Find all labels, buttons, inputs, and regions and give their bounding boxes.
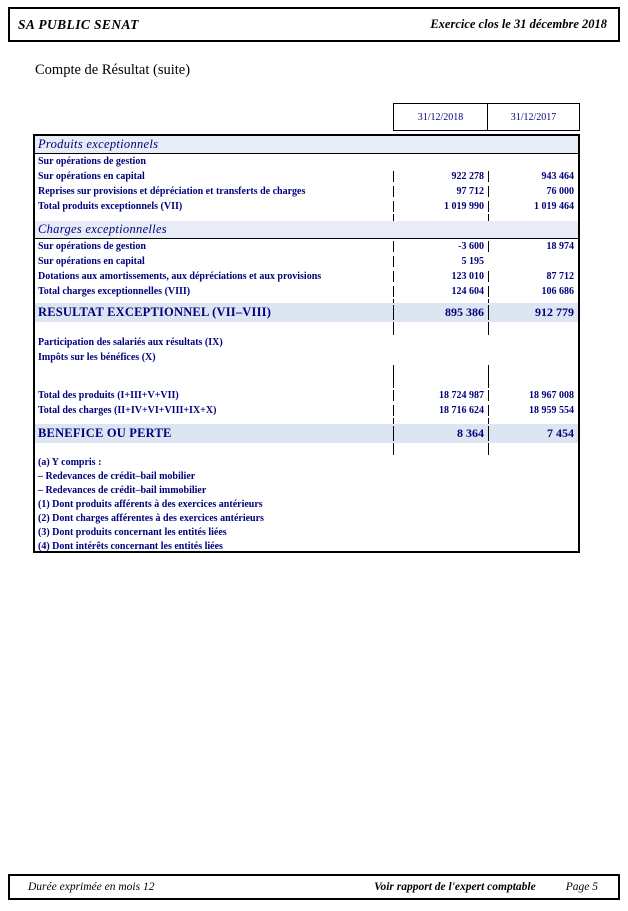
row-label: – Redevances de crédit–bail mobilier bbox=[38, 470, 196, 482]
value-2017 bbox=[488, 365, 578, 388]
row-label: Sur opérations en capital bbox=[38, 256, 145, 267]
section-header-row bbox=[35, 136, 578, 154]
table-row bbox=[35, 239, 578, 254]
table-row bbox=[35, 269, 578, 284]
total-row bbox=[35, 303, 578, 322]
table-row bbox=[35, 154, 578, 169]
value-2018: 18 716 624 bbox=[393, 405, 488, 416]
table-row bbox=[35, 539, 578, 553]
row-label: – Redevances de crédit–bail immobilier bbox=[38, 484, 207, 496]
page-title: Compte de Résultat (suite) bbox=[35, 62, 191, 78]
row-label: (a) Y compris : bbox=[38, 456, 102, 468]
value-2018: 123 010 bbox=[393, 271, 488, 282]
value-2018: 18 724 987 bbox=[393, 390, 488, 401]
table-row bbox=[35, 254, 578, 269]
row-label: Produits exceptionnels bbox=[38, 137, 159, 151]
value-2017: 7 454 bbox=[488, 426, 578, 441]
footer-report-note: Voir rapport de l'expert comptable bbox=[374, 881, 536, 893]
row-label: Total des produits (I+III+V+VII) bbox=[38, 390, 179, 401]
value-2018 bbox=[393, 443, 488, 455]
row-label: Impôts sur les bénéfices (X) bbox=[38, 352, 156, 363]
value-2017: 87 712 bbox=[488, 271, 578, 282]
value-2017 bbox=[488, 214, 578, 221]
table-row bbox=[35, 511, 578, 525]
row-label: (3) Dont produits concernant les entités liées bbox=[38, 526, 227, 538]
table-row bbox=[35, 483, 578, 497]
row-label: Sur opérations de gestion bbox=[38, 156, 146, 167]
value-2018 bbox=[393, 214, 488, 221]
page-footer bbox=[8, 874, 620, 900]
table-row bbox=[35, 497, 578, 511]
row-label bbox=[35, 443, 393, 455]
value-2017: 76 000 bbox=[488, 186, 578, 197]
spacer-row bbox=[35, 443, 578, 455]
section-header-row bbox=[35, 221, 578, 239]
value-2018: 124 604 bbox=[393, 286, 488, 297]
row-label: RESULTAT EXCEPTIONNEL (VII–VIII) bbox=[38, 305, 272, 319]
spacer-row bbox=[35, 214, 578, 221]
exercise-close-date: Exercice clos le 31 décembre 2018 bbox=[430, 17, 607, 31]
value-2018: 97 712 bbox=[393, 186, 488, 197]
table-row bbox=[35, 388, 578, 403]
row-label: Total produits exceptionnels (VII) bbox=[38, 201, 183, 212]
table-row bbox=[35, 350, 578, 365]
value-2017 bbox=[488, 322, 578, 335]
table-row bbox=[35, 184, 578, 199]
row-label bbox=[35, 365, 393, 388]
total-row bbox=[35, 424, 578, 443]
row-label: Charges exceptionnelles bbox=[38, 222, 167, 236]
row-label bbox=[35, 214, 393, 221]
table-row bbox=[35, 169, 578, 184]
spacer-row bbox=[35, 365, 578, 388]
column-header-2017: 31/12/2017 bbox=[510, 111, 557, 123]
table-column-headers bbox=[393, 103, 580, 131]
table-row bbox=[35, 469, 578, 483]
value-2018 bbox=[393, 322, 488, 335]
row-label: Reprises sur provisions et dépréciation et transferts de charges bbox=[38, 186, 306, 197]
row-label: Sur opérations de gestion bbox=[38, 241, 146, 252]
value-2018 bbox=[393, 365, 488, 388]
value-2018: 922 278 bbox=[393, 171, 488, 182]
row-label bbox=[35, 322, 393, 335]
table-row bbox=[35, 525, 578, 539]
row-label: BENEFICE OU PERTE bbox=[38, 426, 172, 440]
table-row bbox=[35, 335, 578, 350]
table-row bbox=[35, 199, 578, 214]
table-row bbox=[35, 284, 578, 299]
row-label: Total des charges (II+IV+VI+VIII+IX+X) bbox=[38, 405, 217, 416]
value-2017: 18 974 bbox=[488, 241, 578, 252]
table-row bbox=[35, 455, 578, 469]
value-2017 bbox=[488, 443, 578, 455]
value-2017: 18 959 554 bbox=[488, 405, 578, 416]
value-2018: -3 600 bbox=[393, 241, 488, 252]
company-name: SA PUBLIC SENAT bbox=[18, 16, 139, 32]
value-2017: 106 686 bbox=[488, 286, 578, 297]
row-label: (1) Dont produits afférents à des exercices antérieurs bbox=[38, 498, 263, 510]
table-row bbox=[35, 403, 578, 418]
column-header-2018: 31/12/2018 bbox=[394, 104, 488, 130]
row-label: Total charges exceptionnelles (VIII) bbox=[38, 286, 191, 297]
page-header bbox=[8, 7, 620, 42]
value-2018: 5 195 bbox=[393, 256, 488, 267]
income-statement-table bbox=[33, 134, 580, 553]
row-label: Sur opérations en capital bbox=[38, 171, 145, 182]
value-2017: 18 967 008 bbox=[488, 390, 578, 401]
value-2017: 912 779 bbox=[488, 305, 578, 320]
footer-duration: Durée exprimée en mois 12 bbox=[28, 881, 155, 893]
value-2017: 1 019 464 bbox=[488, 201, 578, 212]
footer-page-number: Page 5 bbox=[565, 881, 598, 893]
value-2018: 1 019 990 bbox=[393, 201, 488, 212]
row-label: Participation des salariés aux résultats (IX) bbox=[38, 337, 223, 348]
row-label: Dotations aux amortissements, aux dépréciations et aux provisions bbox=[38, 271, 322, 282]
row-label: (4) Dont intérêts concernant les entités liées bbox=[38, 540, 223, 552]
value-2018: 8 364 bbox=[393, 426, 488, 441]
spacer-row bbox=[35, 322, 578, 335]
row-label: (2) Dont charges afférentes à des exercices antérieurs bbox=[38, 512, 264, 524]
value-2017: 943 464 bbox=[488, 171, 578, 182]
value-2018: 895 386 bbox=[393, 305, 488, 320]
